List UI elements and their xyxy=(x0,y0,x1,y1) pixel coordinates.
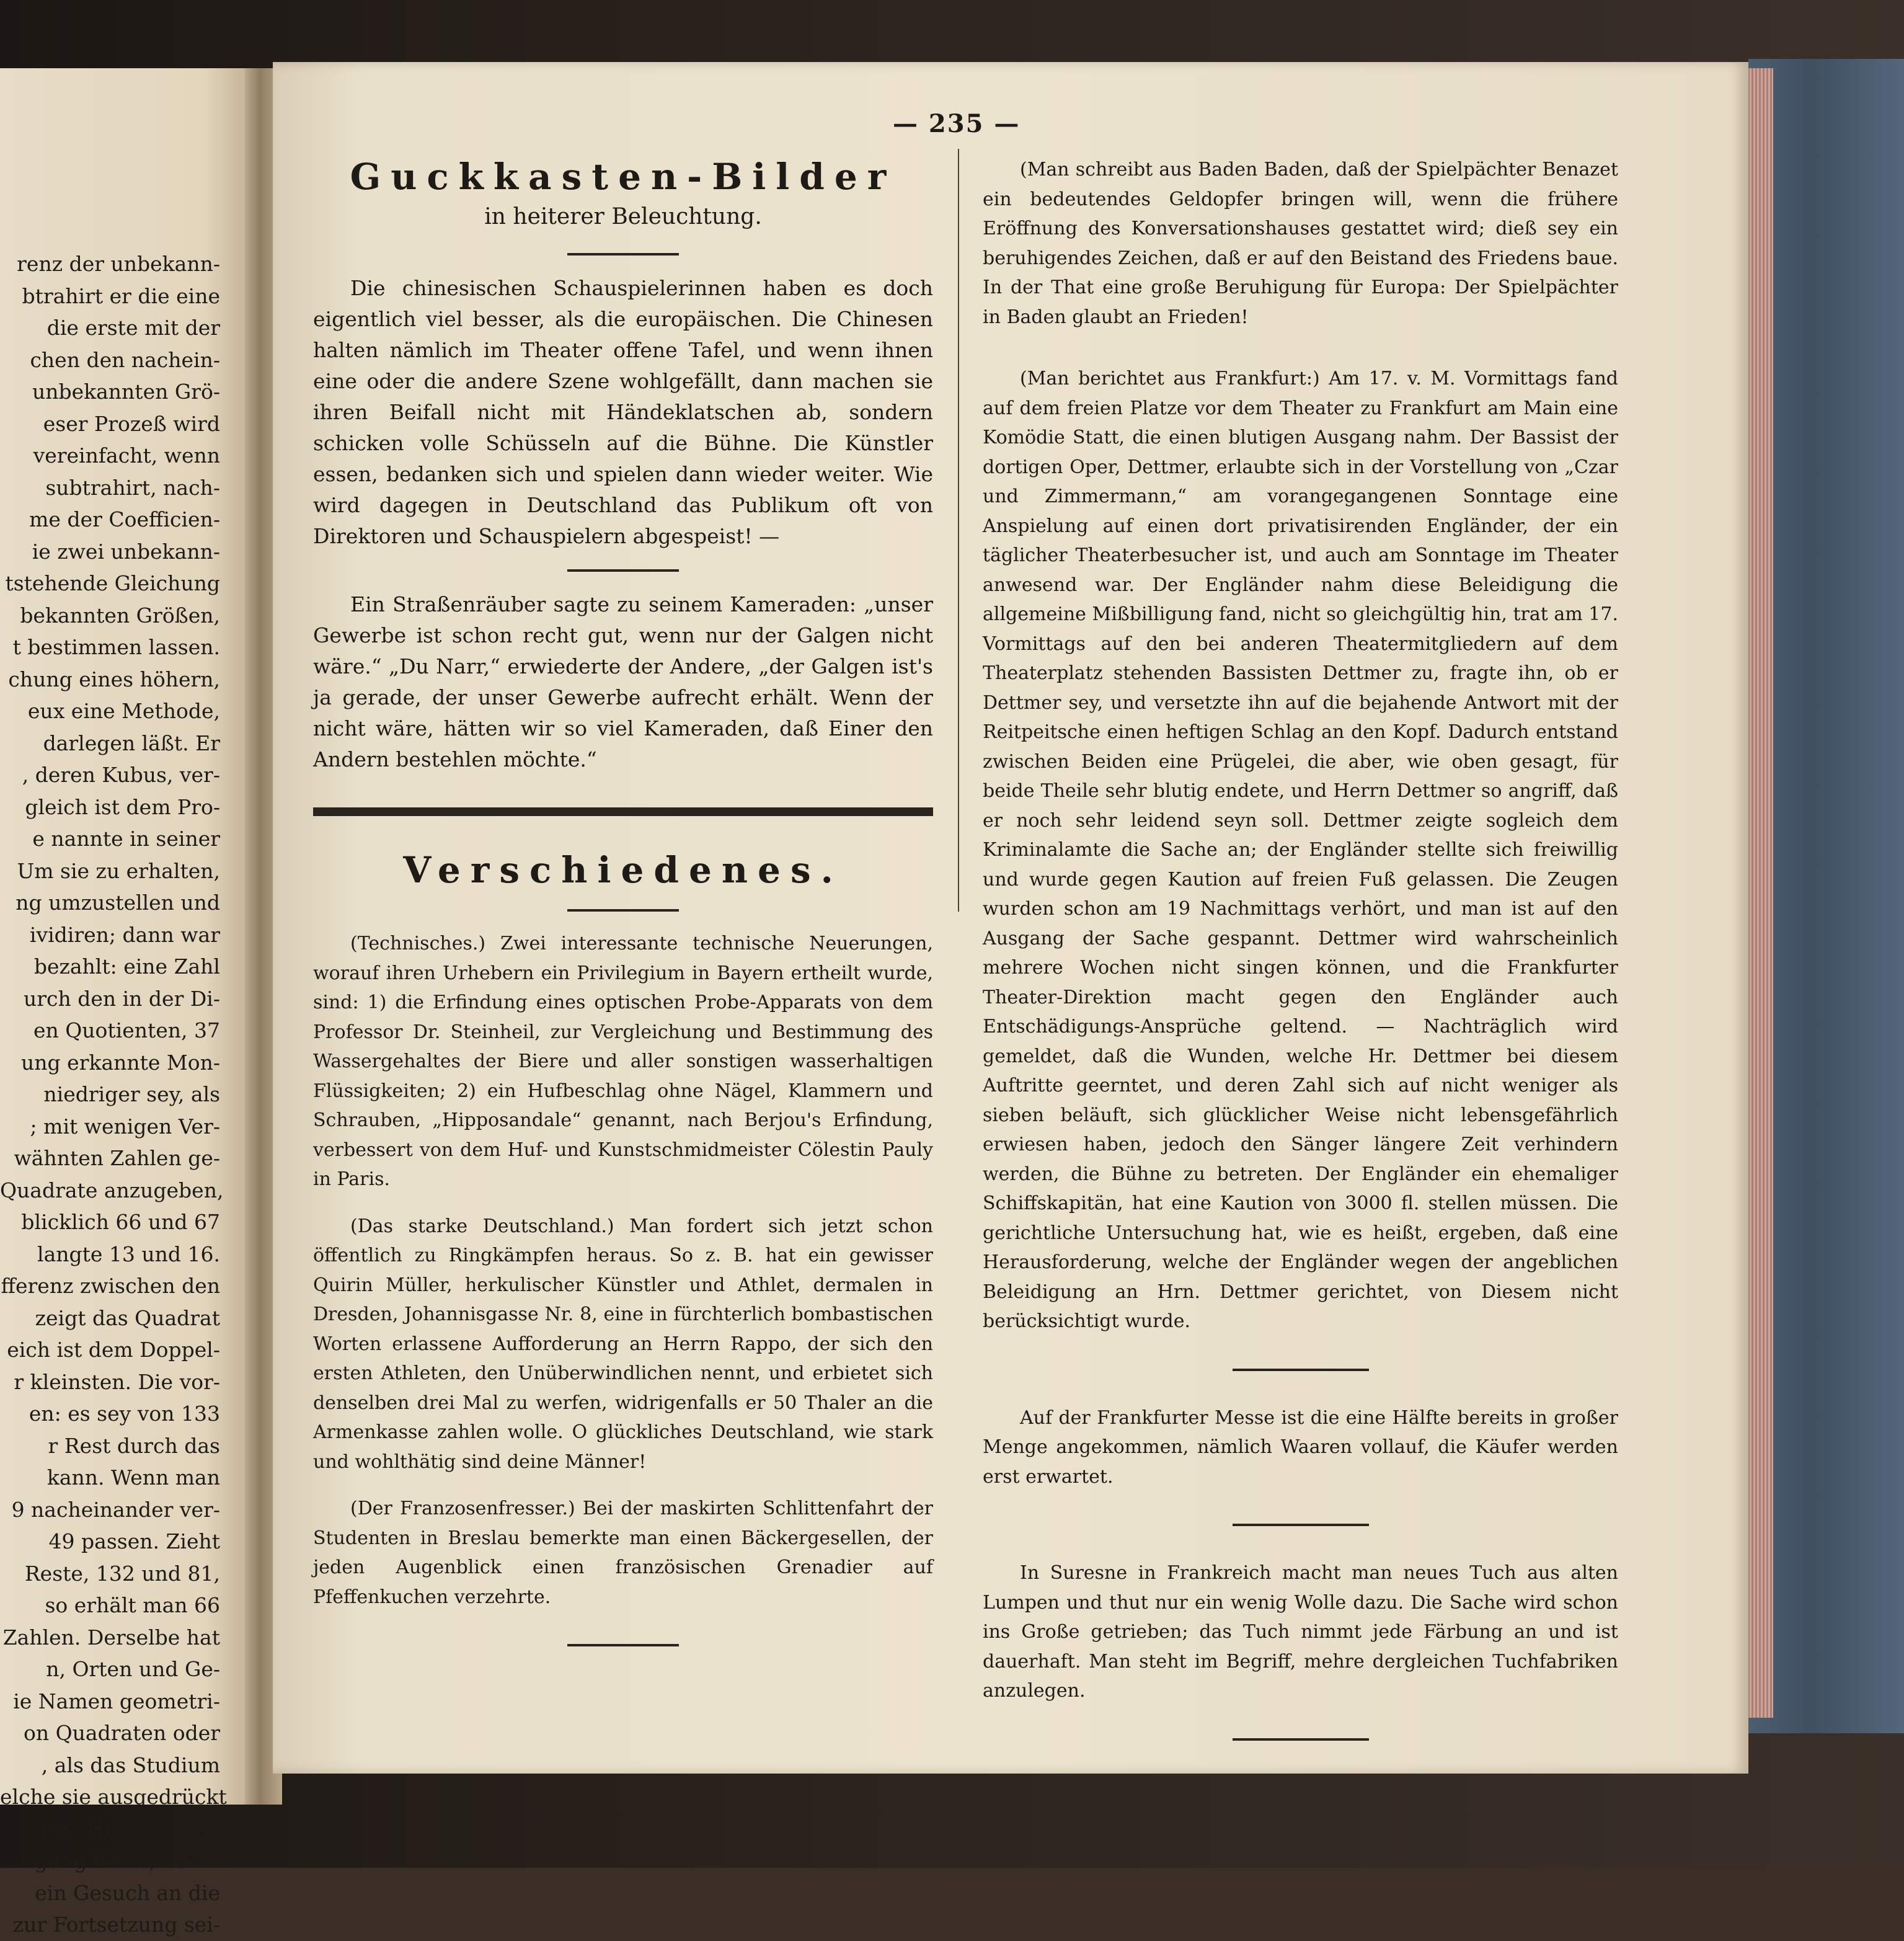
left-page-line: Zahlen. Derselbe hat xyxy=(2,1625,220,1650)
left-page-line: Quadrate anzugeben, xyxy=(0,1178,224,1202)
left-page-line: ividiren; dann war xyxy=(29,922,220,947)
left-page-line: chen den nachein- xyxy=(30,347,220,372)
left-page-line: elche sie ausgedrückt xyxy=(0,1785,227,1809)
left-page-line: so erhält man 66 xyxy=(45,1593,220,1617)
guckkasten-paragraph-2: Ein Straßenräuber sagte zu seinem Kameraden: „unser Gewerbe ist schon recht gut, wenn nur der Galgen nicht wäre.“ „Du Narr,“ erwiederte der Andere, „der Galgen ist's ja gerade, der unser Gewerbe aufrecht erhält. Wenn der nicht wäre, hätten wir so viel Kameraden, daß Einer den Andern bestehlen möchte.“ xyxy=(313,592,933,771)
left-page-line: zeigt das Quadrat xyxy=(35,1305,220,1330)
left-page-line: n, Orten und Ge- xyxy=(46,1657,220,1681)
left-page-line: subtrahirt, nach- xyxy=(45,475,220,500)
left-page-line: eich ist dem Doppel- xyxy=(7,1338,220,1362)
left-page-line: ers; Hr. Jakobi zu xyxy=(40,1816,220,1841)
left-page-line: ie Namen geometri- xyxy=(13,1689,220,1713)
suresne-item: In Suresne in Frankreich macht man neues Tuch aus alten Lumpen und thut nur ein wenig Wolle dazu. Die Sache wird schon ins Große getrieben; das Tuch nimmt jede Färbung an und ist dauerhaft. Man steht im Begriff, mehre dergleichen Tuchfabriken anzulegen. xyxy=(983,1562,1618,1702)
left-page-line: die erste mit der xyxy=(46,316,220,340)
left-page-line: , als das Studium xyxy=(41,1752,220,1777)
left-page-line: gleich ist dem Pro- xyxy=(25,794,220,819)
left-page-line: unbekannten Grö- xyxy=(32,380,220,404)
page-number: — 235 — xyxy=(893,109,1021,138)
left-page-line: renz der unbekann- xyxy=(17,252,220,276)
starke-deutschland-item: (Das starke Deutschland.) Man fordert sich jetzt schon öffentlich zu Ringkämpfen heraus. So z. B. hat ein gewisser Quirin Müller, herkulischer Künstler und Athlet, dermalen in Dresden, Johannisgasse Nr. 8, eine in fürchterlich bombastischen Worten erlassene Aufforderung an Herrn Rappo, der sich den ersten Athleten, den Unüberwindlichen nennt, und erbietet sich denselben drei Mal zu werfen, widrigenfalls er 50 Thaler an die Armenkasse zahlen wolle. O glückliches Deutschland, wie stark und wohlthätig sind deine Männer! xyxy=(313,1215,933,1473)
left-page-line: on Quadraten oder xyxy=(24,1721,220,1745)
left-page-line: tstehende Gleichung xyxy=(5,571,220,595)
section-rule xyxy=(567,1644,679,1646)
left-page-line: Um sie zu erhalten, xyxy=(17,858,220,883)
left-page-text xyxy=(0,248,248,1941)
left-page-line: niedriger sey, als xyxy=(43,1082,220,1106)
left-column xyxy=(313,155,933,1646)
technisches-item: (Technisches.) Zwei interessante technische Neuerungen, worauf ihren Urhebern ein Privilegium in Bayern ertheilt wurde, sind: 1) die Erfindung eines optischen Probe-Apparats von dem Professor Dr. Steinheil, zur Vergleichung und Bestimmung des Wassergehaltes der Biere und aller sonstigen wasserhaltigen Flüssigkeiten; 2) ein Hufbeschlag ohne Nägel, Klammern und Schrauben, „Hipposandale“ genannt, nach Berjou's Erfindung, verbessert von dem Huf- und Kunstschmidmeister Cölestin Pauly in Paris. xyxy=(313,933,933,1190)
left-page-line: ein Gesuch an die xyxy=(35,1880,220,1905)
guckkasten-paragraph-1: Die chinesischen Schauspielerinnen haben es doch eigentlich viel besser, als die europäischen. Die Chinesen halten nämlich im Theater offene Tafel, und wenn ihnen eine oder die andere Szene wohlgefällt, dann machen sie ihren Beifall nicht mit Händeklatschen ab, sondern schicken volle Schüsseln auf die Bühne. Die Künstler essen, bedanken sich und spielen dann wieder weiter. Wie wird dagegen in Deutschland das Publikum oft von Direktoren und Schauspielern abgespeist! — xyxy=(313,276,933,548)
left-page-line: urch den in der Di- xyxy=(23,986,220,1011)
heavy-divider xyxy=(313,807,933,816)
left-page-line: darlegen läßt. Er xyxy=(43,731,220,755)
left-page-line: en: es sey von 133 xyxy=(29,1401,220,1426)
left-page-line: vereinfacht, wenn xyxy=(33,443,220,468)
column-divider xyxy=(958,149,959,912)
left-page-line: bezahlt: eine Zahl xyxy=(33,954,220,979)
franzosenfresser-item: (Der Franzosenfresser.) Bei der maskirten Schlittenfahrt der Studenten in Breslau bemerkte man einen Bäckergesellen, der jeden Augenblick einen französischen Grenadier auf Pfeffenkuchen verzehrte. xyxy=(313,1498,933,1608)
left-page-line: ; mit wenigen Ver- xyxy=(30,1114,220,1139)
guckkasten-title: Guckkasten-Bilder xyxy=(350,156,897,198)
left-page-line: kann. Wenn man xyxy=(46,1465,220,1490)
left-page-line: Reste, 132 und 81, xyxy=(24,1561,220,1586)
messe-item: Auf der Frankfurter Messe ist die eine Hälfte bereits in großer Menge angekommen, nämlich Waaren vollauf, die Käufer werden erst erwartet. xyxy=(983,1406,1618,1488)
left-page-line: zur Fortsetzung sei- xyxy=(12,1912,220,1937)
left-page-line: 49 passen. Zieht xyxy=(48,1529,220,1553)
left-page-line: btrahirt er die eine xyxy=(22,283,220,308)
left-page-line: r Rest durch das xyxy=(48,1433,220,1458)
left-page-line: e nannte in seiner xyxy=(32,827,220,851)
left-page-line: ng umzustellen und xyxy=(15,891,220,915)
left-page-line: ung erkannte Mon- xyxy=(21,1050,220,1075)
left-page-line: chung eines höhern, xyxy=(8,667,220,691)
left-page-line: bekannten Größen, xyxy=(20,603,220,628)
left-page-line: fferenz zwischen den xyxy=(1,1274,220,1298)
frankfurt-item: (Man berichtet aus Frankfurt:) Am 17. v. M. Vormittags fand auf dem freien Platze vor dem Theater zu Frankfurt am Main eine Komödie Statt, die einen blutigen Ausgang nahm. Der Bassist der dortigen Oper, Dettmer, erlaubte sich in der Vorstellung von „Czar und Zimmermann,“ am vorangegangenen Sonntage eine Anspielung auf einen dort privatisirenden Engländer, der ein täglicher Theaterbesucher ist, und auch am Sonntage im Theater anwesend war. Der Engländer nahm diese Beleidigung die allgemeine Mißbilligung fand, nicht so gleichgültig hin, trat am 17. Vormittags auf den bei anderen Theatermitgliedern auf dem Theaterplatz stehenden Bassisten Dettmer zu, fragte ihn, ob er Dettmer sey, und versetzte ihn auf die bejahende Antwort mit der Reitpeitsche einen heftigen Schlag an den Kopf. Dadurch entstand zwischen Beiden eine Prügelei, die aber, wie oben gesagt, für beide Theile sehr blutig endete, und Herrn Dettmer so angriff, daß er noch sehr leidend seyn soll. Dettmer zeigte sogleich dem Kriminalamte die Sache an; der Engländer stellte sich freiwillig und wurde gegen Kaution auf freien Fuß gelassen. Die Zeugen wurden schon am 19 Nachmittags verhört, und man ist auf den Ausgang der Sache gespannt. Dettmer wird wahrscheinlich mehrere Wochen nicht singen können, und die Frankfurter Theater-Direktion macht gegen den Engländer auch Entschädigungs-Ansprüche geltend. — Nachträglich wird gemeldet, daß die Wunden, welche Hr. Dettmer bei diesem Auftritte geerntet, und deren Zahl sich auf nicht weniger als sieben beläuft, sich glücklicher Weise nicht lebensgefährlich erwiesen haben, jedoch den Sänger längere Zeit verhindern werden, die Bühne zu betreten. Der Engländer ein ehemaliger Schiffskapitän, hat eine Kaution von 3000 fl. stellen müssen. Die gerichtliche Untersuchung hat, wie es heißt, ergeben, daß eine Herausforderung, welche der Engländer wegen der angeblichen Beleidigung an Hrn. Dettmer gerichtet, von Diesem nicht berücksichtigt wurde. xyxy=(983,368,1618,1332)
baden-item: (Man schreibt aus Baden Baden, daß der Spielpächter Benazet ein bedeutendes Geldopfer bringen will, wenn die frühere Eröffnung des Konversationshauses gestattet wird; dieß sey ein beruhigendes Zeichen, daß er auf den Beistand des Friedens baue. In der That eine große Beruhigung für Europa: Der Spielpächter in Baden glaubt an Frieden! xyxy=(983,159,1618,328)
right-column xyxy=(983,155,1618,1741)
guckkasten-subtitle: in heiterer Beleuchtung. xyxy=(484,204,762,229)
left-page-line: me der Coefficien- xyxy=(29,507,220,531)
left-page-line: eser Prozeß wird xyxy=(43,411,220,436)
left-page-line: langte 13 und 16. xyxy=(37,1241,220,1266)
left-page-line: en Quotienten, 37 xyxy=(33,1018,220,1042)
left-page-line: , deren Kubus, ver- xyxy=(22,763,220,787)
verschiedenes-title: Verschiedenes. xyxy=(403,849,843,891)
left-page-line: blicklich 66 und 67 xyxy=(21,1210,220,1234)
left-page-line: t bestimmen lassen. xyxy=(12,635,220,659)
section-rule xyxy=(1233,1738,1369,1741)
left-page-line: r kleinsten. Die vor- xyxy=(14,1369,220,1394)
left-page-line: 9 nacheinander ver- xyxy=(11,1497,220,1522)
left-page-line: tigung hörte, nahm xyxy=(19,1849,220,1873)
left-page-line: wähnten Zahlen ge- xyxy=(14,1146,220,1170)
left-page-line: eux eine Methode, xyxy=(27,699,220,723)
left-page xyxy=(0,68,254,1937)
left-page-line: ie zwei unbekann- xyxy=(32,539,220,564)
